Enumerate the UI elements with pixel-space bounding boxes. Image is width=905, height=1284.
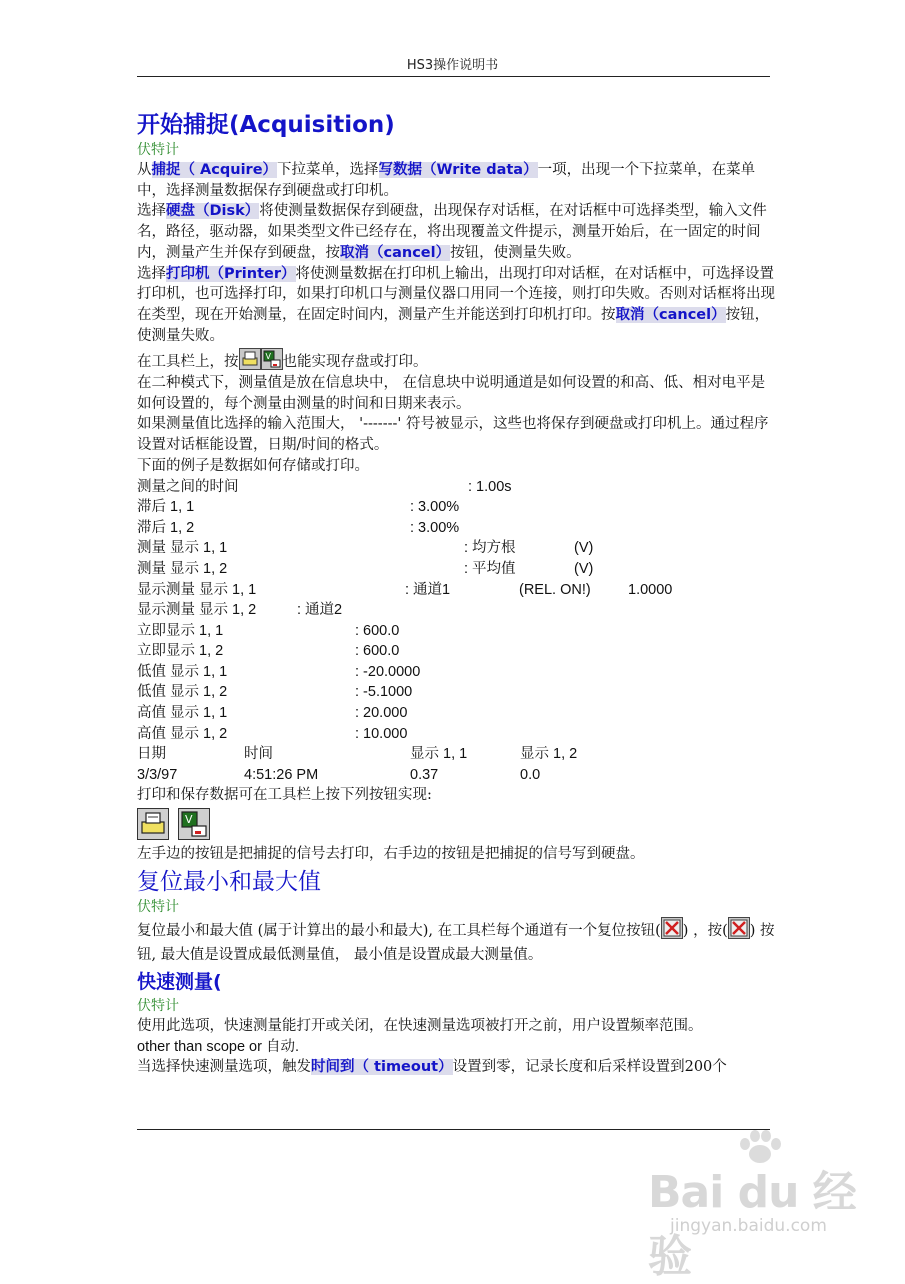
example-value: : 10.000 <box>355 725 408 742</box>
paragraph-reset <box>137 917 777 967</box>
paragraph-acquire <box>137 160 777 201</box>
example-label: 滞后 1, 2 <box>137 519 195 536</box>
example-row <box>137 662 777 683</box>
text: 选择 <box>137 203 166 220</box>
example-value: : 均方根 <box>464 540 516 557</box>
example-label: 滞后 1, 1 <box>137 499 195 516</box>
toolbar-buttons <box>137 808 777 844</box>
link-printer[interactable]: 打印机（Printer） <box>166 265 296 282</box>
example-value: : 通道2 <box>297 602 343 619</box>
link-disk[interactable]: 硬盘（Disk） <box>166 203 260 220</box>
example-label: 测量之间的时间 <box>137 478 239 495</box>
link-cancel[interactable]: 取消（cancel） <box>340 244 451 261</box>
example-label: 测量 显示 1, 1 <box>137 540 228 557</box>
save-to-disk-button-icon[interactable] <box>178 808 210 840</box>
link-write-data[interactable]: 写数据（Write data） <box>378 162 538 178</box>
example-row <box>137 518 777 539</box>
example-unit: (V) <box>574 540 594 557</box>
example-value: : 3.00% <box>410 499 460 516</box>
page-header: HS3操作说明书 <box>406 58 499 73</box>
link-timeout[interactable]: 时间到（ timeout） <box>311 1059 453 1076</box>
watermark-url: jingyan.baidu.com <box>670 1216 827 1236</box>
text: 将使测量数据保存到硬盘，出现保存对话框，在对话框中可选择类型，输入文件名，路径，驱动器，如果类型文件已经存在，将出现覆盖文件提示，测量开始后，在一固定的时间内，测量产生并保存到硬盘，按 <box>137 203 767 261</box>
table-cell: 3/3/97 <box>137 766 178 783</box>
link-cancel[interactable]: 取消（cancel） <box>615 306 726 323</box>
svg-text:V: V <box>265 352 271 362</box>
example-label: 显示测量 显示 1, 1 <box>137 581 257 598</box>
document-body <box>137 110 777 1078</box>
paragraph-fast-1: 使用此选项，快速测量能打开或关闭，在快速测量选项被打开之前，用户设置频率范围。 <box>137 1017 703 1034</box>
example-row <box>137 641 777 662</box>
paragraph-buttons-intro: 打印和保存数据可在工具栏上按下列按钮实现: <box>137 787 432 804</box>
footer-rule <box>137 1129 770 1130</box>
example-label: 立即显示 1, 1 <box>137 622 224 639</box>
paragraph-example-intro: 下面的例子是数据如何存储或打印。 <box>137 457 369 474</box>
example-value: : 1.00s <box>468 478 512 495</box>
section-title-reset-minmax: 复位最小和最大值 <box>137 868 321 895</box>
example-row <box>137 477 777 498</box>
section-title-acquisition: 开始捕捉(Acquisition) <box>137 112 395 138</box>
example-label: 高值 显示 1, 1 <box>137 705 228 722</box>
text: ) ，按( <box>682 922 728 939</box>
example-value: : -20.0000 <box>355 663 421 680</box>
example-row <box>137 538 777 559</box>
example-label: 显示测量 显示 1, 2 <box>137 602 257 619</box>
link-acquire-menu[interactable]: 捕捉（ Acquire） <box>151 162 278 178</box>
section-author: 伏特计 <box>137 997 179 1014</box>
example-label: 测量 显示 1, 2 <box>137 560 228 577</box>
text: 按钮，使测量失败。 <box>137 306 770 344</box>
text: 将使测量数据在打印机上输出，出现打印对话框，在对话框中，可选择设置打印机，也可选择打印，如果打印机口与测量仪器口用同一个连接，则打印失败。否则对话框将出现在类型，现在开始测量，在固定时间内，测量产生并能送到打印机打印。按 <box>137 265 775 323</box>
table-header-row <box>137 744 777 765</box>
text: ) 按钮, 最大值是设置成最低测量值， 最小值是设置成最大测量值。 <box>137 922 775 963</box>
paragraph-modes: 在二种模式下，测量值是放在信息块中， 在信息块中说明通道是如何设置的和高、低、相对电平是如何设置的，每个测量由测量的时间和日期来表示。 <box>137 375 766 412</box>
paragraph-toolbar <box>137 348 777 373</box>
table-row <box>137 765 777 786</box>
example-value: : 600.0 <box>355 622 400 639</box>
text: 当选择快速测量选项，触发 <box>137 1059 311 1076</box>
header-rule <box>137 76 770 77</box>
example-value: : 20.000 <box>355 705 408 722</box>
baidu-watermark <box>640 1140 880 1282</box>
text: 一项，出现一个下拉菜单，在菜单中，选择测量数据保存到硬盘或打印机。 <box>137 162 756 199</box>
example-row <box>137 703 777 724</box>
print-toolbar-icon[interactable] <box>239 348 261 370</box>
paragraph-fast-3 <box>137 1057 777 1078</box>
example-row <box>137 682 777 703</box>
example-num: 1.0000 <box>628 581 673 598</box>
example-rel: (REL. ON!) <box>519 581 591 598</box>
text: 选择 <box>137 265 166 282</box>
example-row <box>137 580 777 601</box>
example-label: 低值 显示 1, 2 <box>137 684 228 701</box>
table-header-cell: 时间 <box>244 746 273 763</box>
example-row <box>137 559 777 580</box>
example-row <box>137 621 777 642</box>
table-cell: 0.37 <box>410 766 439 783</box>
text: 设置到零，记录长度和后采样设置到200个 <box>452 1059 727 1076</box>
table-cell: 0.0 <box>520 766 541 783</box>
paragraph-disk <box>137 201 777 263</box>
reset-icon[interactable] <box>728 917 750 939</box>
table-header-cell: 显示 1, 1 <box>410 746 468 763</box>
table-header-cell: 显示 1, 2 <box>520 746 578 763</box>
paragraph-printer <box>137 264 777 347</box>
paragraph-buttons-desc: 左手边的按钮是把捕捉的信号去打印，右手边的按钮是把捕捉的信号写到硬盘。 <box>137 846 645 863</box>
text: 也能实现存盘或打印。 <box>282 354 428 371</box>
example-label: 低值 显示 1, 1 <box>137 663 228 680</box>
text: 下拉菜单，选择 <box>277 162 379 178</box>
section-author: 伏特计 <box>137 898 179 915</box>
print-button-icon[interactable] <box>137 808 169 840</box>
example-value: : 通道1 <box>405 581 451 598</box>
save-to-disk-toolbar-icon[interactable] <box>261 348 283 370</box>
text: 在工具栏上，按 <box>137 354 239 371</box>
example-block <box>137 477 777 786</box>
svg-text:V: V <box>184 813 193 827</box>
paragraph-range: 如果测量值比选择的输入范围大， '-------' 符号被显示，这些也将保存到硬盘或打印机上。通过程序设置对话框能设置，日期/时间的格式。 <box>137 416 769 454</box>
example-row <box>137 497 777 518</box>
example-value: : 600.0 <box>355 643 400 660</box>
example-label: 立即显示 1, 2 <box>137 643 224 660</box>
table-cell: 4:51:26 PM <box>244 766 319 783</box>
paragraph-fast-2: other than scope or 自动. <box>137 1038 299 1055</box>
example-value: : -5.1000 <box>355 684 413 701</box>
example-row <box>137 600 777 621</box>
section-title-fast-measure: 快速测量( <box>137 970 222 993</box>
text: 复位最小和最大值 (属于计算出的最小和最大), 在工具栏每个通道有一个复位按钮( <box>137 922 661 939</box>
text: 按钮，使测量失败。 <box>450 244 581 261</box>
reset-icon[interactable] <box>661 917 683 939</box>
watermark-logo: Bai du 经验 <box>648 1167 856 1282</box>
example-unit: (V) <box>574 560 594 577</box>
example-row <box>137 724 777 745</box>
section-author: 伏特计 <box>137 142 179 158</box>
example-value: : 平均值 <box>464 560 516 577</box>
example-label: 高值 显示 1, 2 <box>137 725 228 742</box>
example-value: : 3.00% <box>410 519 460 536</box>
text: 从 <box>137 162 152 178</box>
table-header-cell: 日期 <box>137 746 166 763</box>
